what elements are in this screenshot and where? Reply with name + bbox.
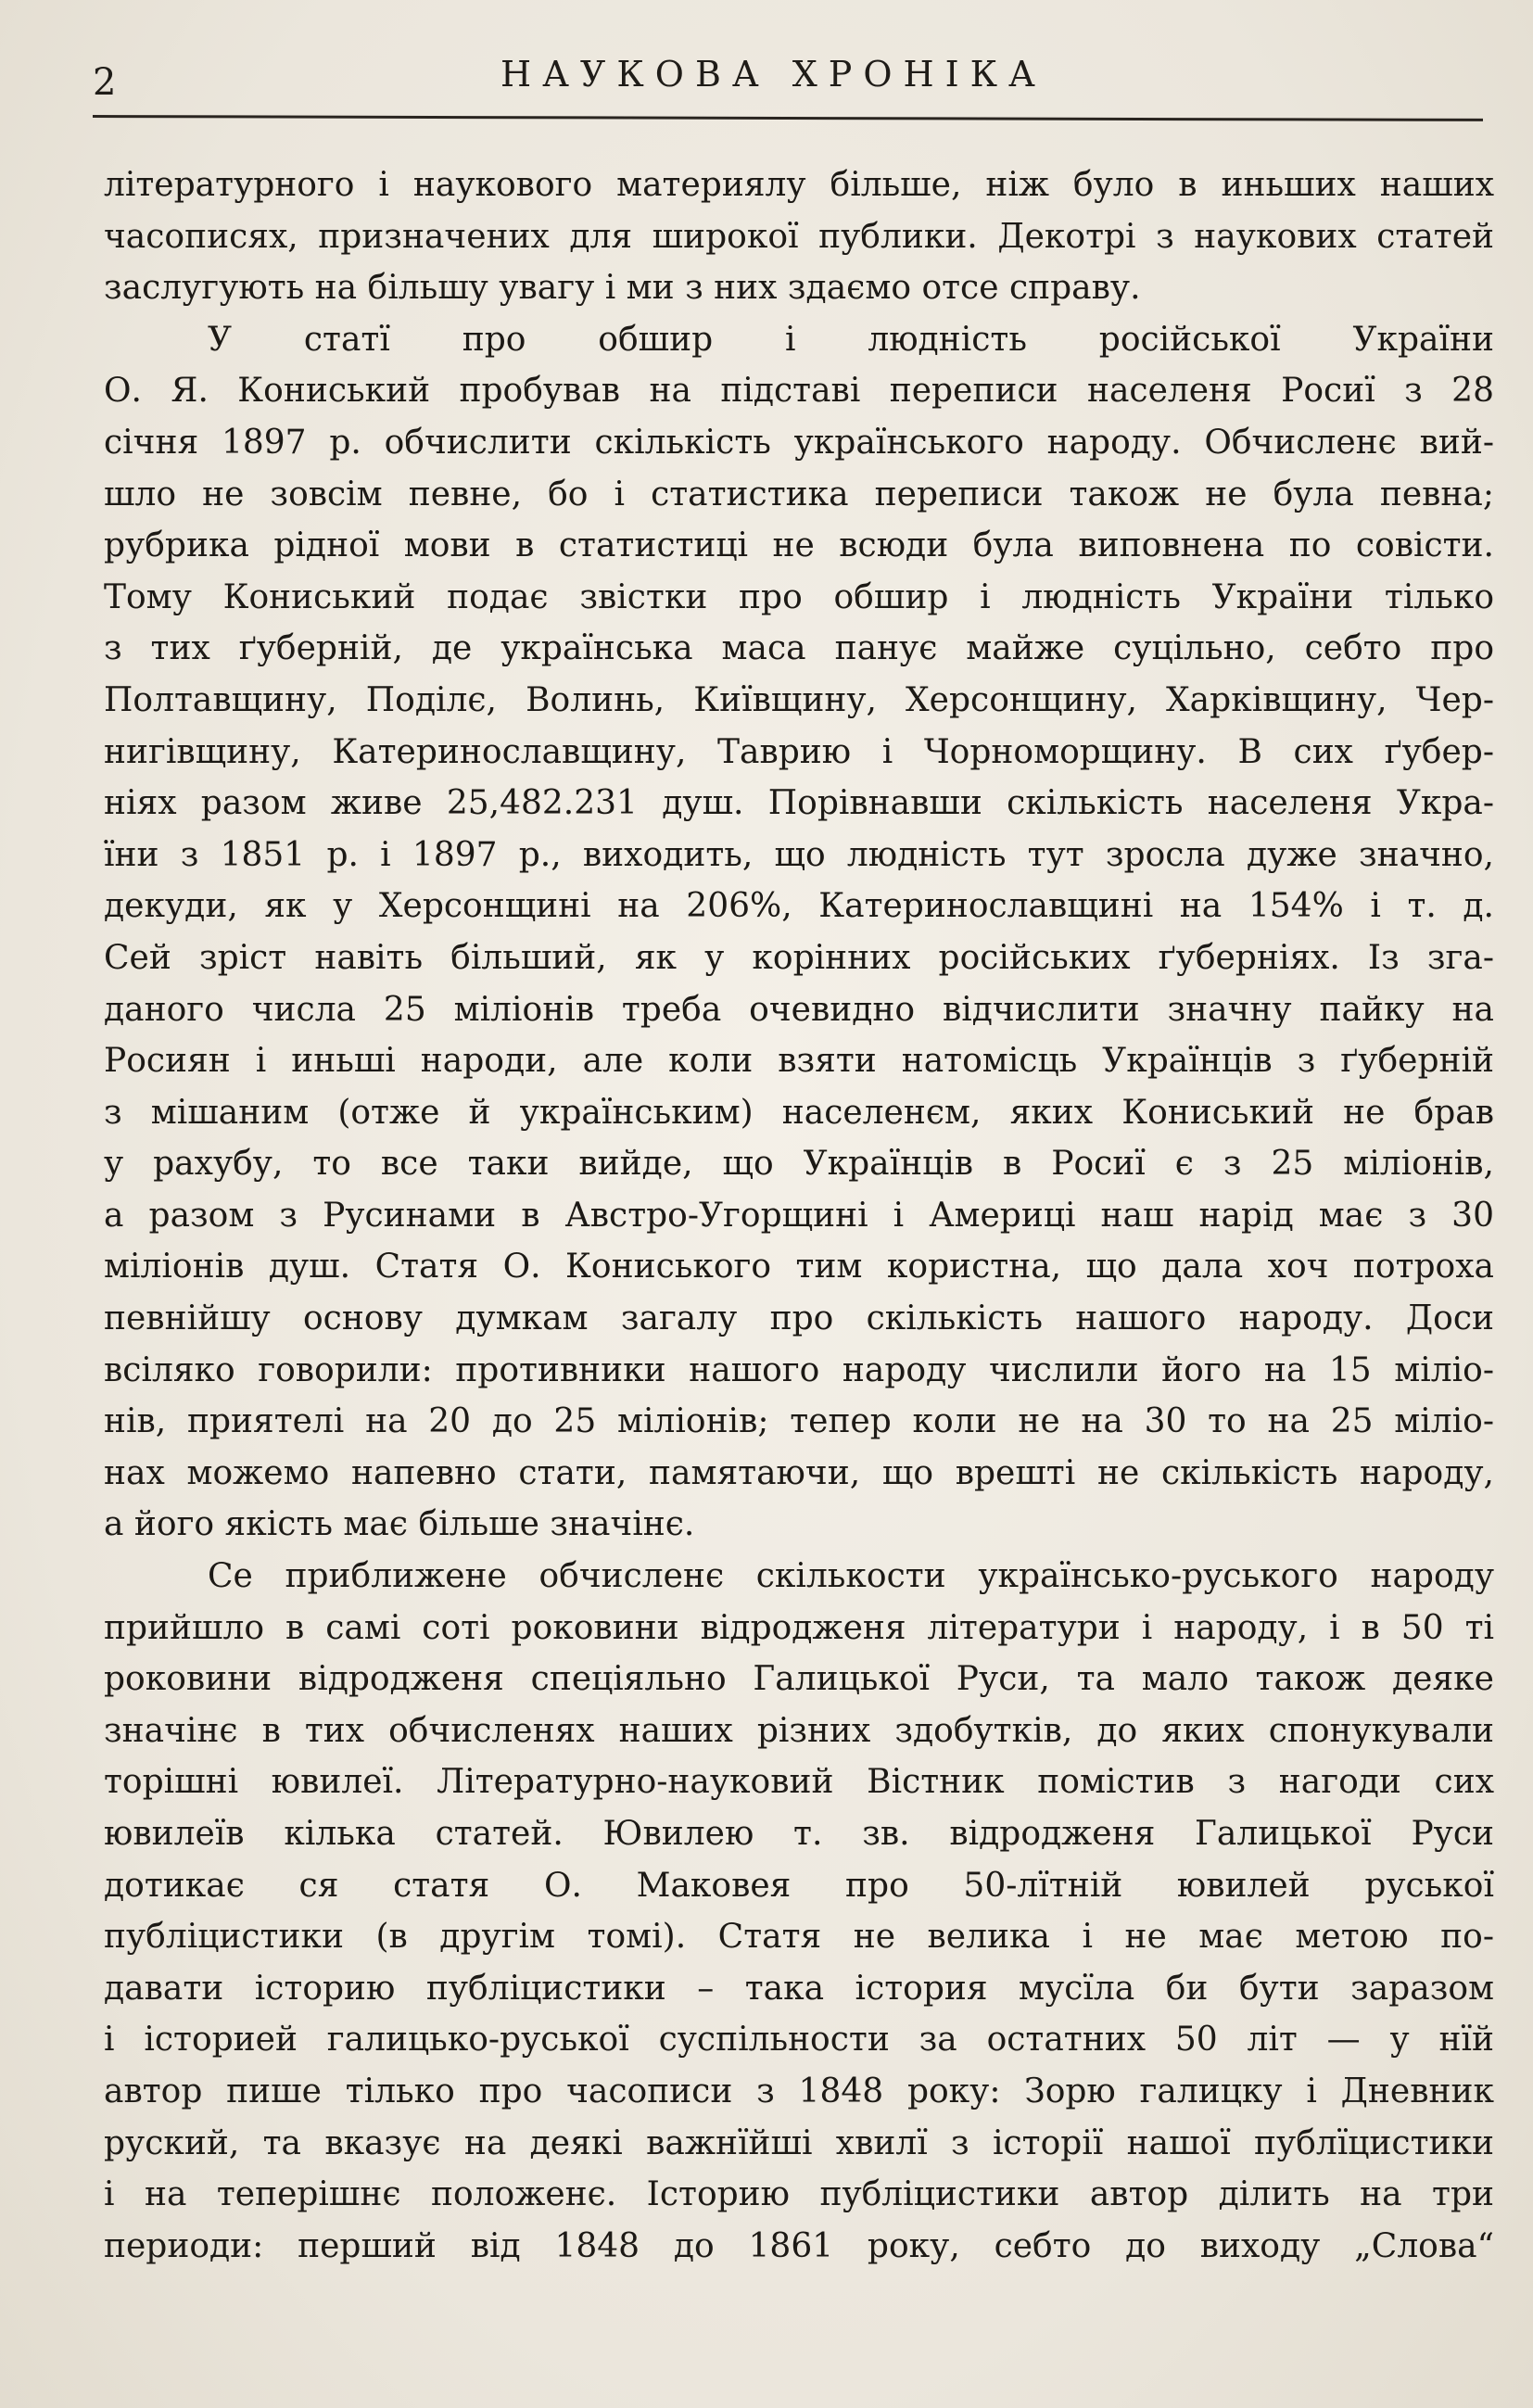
paragraph-3: [104, 1551, 1494, 2272]
body-text: [104, 159, 1494, 2273]
text-line: торішні ювилеї. Літературно-науковий Вістник помістив з нагоди сих: [104, 1763, 1494, 1802]
text-line: з мішаним (отже й українським) населенєм, яких Кониський не брав: [104, 1093, 1494, 1132]
text-line: літературного і наукового материялу більше, ніж було в иньших наших: [104, 166, 1494, 204]
text-line: нів, приятелі на 20 до 25 міліонів; тепер коли не на 30 то на 25 міліо-: [104, 1402, 1494, 1441]
text-line: у рахубу, то все таки вийде, що Українців в Росиї є з 25 міліонів,: [104, 1145, 1494, 1184]
text-line: а разом з Русинами в Австро-Угорщині і Америці наш нарід має з 30: [104, 1196, 1494, 1235]
text-line: часописях, призначених для широкої публики. Декотрі з наукових статей: [104, 217, 1494, 256]
paragraph-1: [104, 159, 1494, 314]
text-line: міліонів душ. Статя О. Кониського тим користна, що дала хоч потроха: [104, 1248, 1494, 1286]
text-line: публіцистики (в другім томі). Статя не велика і не має метою по-: [104, 1918, 1494, 1957]
text-line: Росиян і иньші народи, але коли взяти натомісць Українців з ґуберній: [104, 1042, 1494, 1081]
text-line: з тих ґуберній, де українська маса панує майже суцільно, себто про: [104, 629, 1494, 668]
text-line: давати історию публіцистики – така істория мусїла би бути заразом: [104, 1969, 1494, 2008]
text-line: прийшло в самі соті роковини відродженя літератури і народу, і в 50 ті: [104, 1608, 1494, 1647]
text-line: нигівщину, Катеринославщину, Таврию і Чорноморщину. В сих ґубер-: [104, 732, 1494, 771]
text-line: О. Я. Кониський пробував на підставі переписи населеня Росиї з 28: [104, 372, 1494, 411]
text-line: заслугують на більшу увагу і ми з них здаємо отсе справу.: [104, 269, 1141, 308]
text-line: роковини відродженя спецiяльно Галицької Руси, та мало також деяке: [104, 1660, 1494, 1699]
header-rule: [93, 115, 1483, 121]
text-line: У статї про обшир і людність російської України: [208, 320, 1494, 359]
text-line: а його якість має більше значінє.: [104, 1505, 695, 1544]
text-line: значінє в тих обчисленях наших різних здобутків, до яких спонукували: [104, 1711, 1494, 1750]
running-title: НАУКОВА ХРОНІКА: [500, 54, 1046, 95]
paragraph-2: [104, 314, 1494, 1551]
text-line: ювилеїв кілька статей. Ювилею т. зв. відродженя Галицької Руси: [104, 1815, 1494, 1853]
text-line: Тому Кониський подає звістки про обшир і людність України тілько: [104, 577, 1494, 616]
text-line: всіляко говорили: противники нашого народу числили його на 15 міліо-: [104, 1350, 1494, 1389]
text-line: автор пише тілько про часописи з 1848 року: Зорю галицку і Дневник: [104, 2072, 1494, 2110]
page-header: [93, 43, 1483, 126]
text-line: Сей зріст навіть більший, як у корінних російських ґуберніях. Із зга-: [104, 938, 1494, 977]
text-line: дотикає ся статя О. Маковея про 50-лїтній ювилей руської: [104, 1866, 1494, 1905]
text-line: декуди, як у Херсонщині на 206%, Катеринославщині на 154% і т. д.: [104, 887, 1494, 926]
text-line: руский, та вказує на деякі важнїйші хвилї з історії нашої публїцистики: [104, 2123, 1494, 2162]
page-number: 2: [93, 61, 117, 104]
text-line: рубрика рідної мови в статистиці не всюди була виповнена по совісти.: [104, 526, 1494, 565]
text-line: ніях разом живе 25,482.231 душ. Порівнавши скількість населеня Укра-: [104, 784, 1494, 823]
text-line: певнійшу основу думкам загалу про скількість нашого народу. Доси: [104, 1299, 1494, 1338]
text-line: Полтавщину, Поділє, Волинь, Київщину, Херсонщину, Харківщину, Чер-: [104, 680, 1494, 719]
text-line: даного числа 25 міліонів треба очевидно відчислити значну пайку на: [104, 990, 1494, 1029]
text-line: січня 1897 р. обчислити скількість українського народу. Обчисленє вий-: [104, 423, 1494, 462]
text-line: і історией галицько-руської суспільности за остатних 50 літ — у нїй: [104, 2021, 1494, 2059]
text-line: периоди: перший від 1848 до 1861 року, себто до виходу „Слова“: [104, 2226, 1494, 2265]
text-line: нах можемо напевно стати, памятаючи, що врешті не скількість народу,: [104, 1453, 1494, 1492]
text-line: і на теперішнє положенє. Історию публіцистики автор ділить на три: [104, 2175, 1494, 2214]
text-line: їни з 1851 р. і 1897 р., виходить, що людність тут зросла дуже значно,: [104, 835, 1494, 874]
text-line: шло не зовсім певне, бо і статистика переписи також не була певна;: [104, 475, 1494, 513]
text-line: Се приближене обчисленє скількости українсько-руського народу: [208, 1557, 1494, 1596]
